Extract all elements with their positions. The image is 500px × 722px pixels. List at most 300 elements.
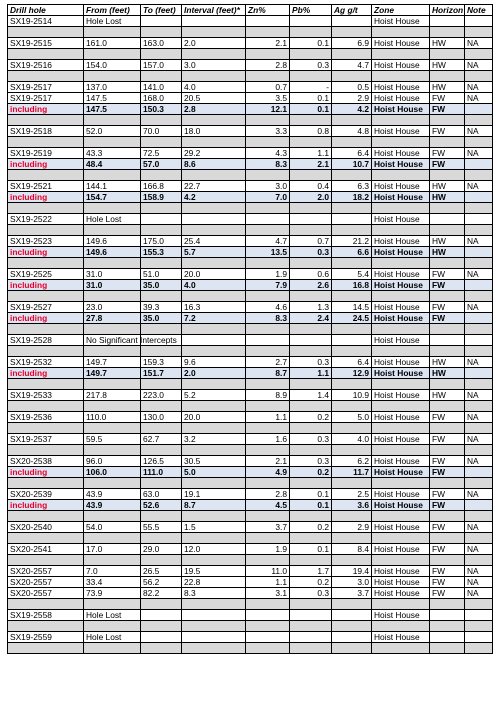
spacer-cell bbox=[372, 599, 430, 610]
horizon-cell bbox=[430, 335, 465, 346]
to-cell: 111.0 bbox=[141, 467, 182, 478]
to-cell: 62.7 bbox=[141, 434, 182, 445]
spacer-cell bbox=[84, 445, 141, 456]
horizon-cell: FW bbox=[430, 159, 465, 170]
horizon-cell: HW bbox=[430, 38, 465, 49]
pb-cell: 0.3 bbox=[290, 588, 332, 599]
spacer-cell bbox=[246, 533, 290, 544]
to-cell: 130.0 bbox=[141, 412, 182, 423]
ag-cell: 21.2 bbox=[332, 236, 372, 247]
pb-cell: 0.4 bbox=[290, 181, 332, 192]
spacer-cell bbox=[182, 225, 246, 236]
from-cell: 73.9 bbox=[84, 588, 141, 599]
spacer-cell bbox=[465, 555, 493, 566]
spacer-cell bbox=[372, 49, 430, 60]
spacer-cell bbox=[290, 291, 332, 302]
from-cell: 23.0 bbox=[84, 302, 141, 313]
spacer-cell bbox=[465, 71, 493, 82]
spacer-cell bbox=[430, 115, 465, 126]
zn-cell: 1.1 bbox=[246, 412, 290, 423]
pb-cell: 0.1 bbox=[290, 544, 332, 555]
drill-hole-cell: SX20-2538 bbox=[8, 456, 84, 467]
horizon-cell: FW bbox=[430, 500, 465, 511]
spacer-cell bbox=[246, 203, 290, 214]
drill-hole-cell: including bbox=[8, 104, 84, 115]
spacer-cell bbox=[430, 324, 465, 335]
from-cell: Hole Lost bbox=[84, 16, 141, 27]
ag-cell: 6.6 bbox=[332, 247, 372, 258]
spacer-row bbox=[8, 511, 493, 522]
spacer-cell bbox=[8, 445, 84, 456]
spacer-cell bbox=[332, 621, 372, 632]
drill-hole-cell: SX19-2515 bbox=[8, 38, 84, 49]
to-cell: 35.0 bbox=[141, 313, 182, 324]
ag-cell bbox=[332, 632, 372, 643]
ag-cell: 11.7 bbox=[332, 467, 372, 478]
drill-hole-cell: SX19-2532 bbox=[8, 357, 84, 368]
spacer-cell bbox=[430, 49, 465, 60]
interval-cell bbox=[182, 632, 246, 643]
spacer-row bbox=[8, 478, 493, 489]
spacer-cell bbox=[290, 49, 332, 60]
table-row bbox=[8, 412, 493, 423]
interval-cell: 4.0 bbox=[182, 82, 246, 93]
note-cell: NA bbox=[465, 93, 493, 104]
spacer-cell bbox=[246, 324, 290, 335]
pb-cell: 0.1 bbox=[290, 93, 332, 104]
pb-cell: 1.3 bbox=[290, 302, 332, 313]
spacer-cell bbox=[290, 346, 332, 357]
spacer-cell bbox=[182, 115, 246, 126]
zn-cell: 7.0 bbox=[246, 192, 290, 203]
to-cell: 168.0 bbox=[141, 93, 182, 104]
spacer-row bbox=[8, 115, 493, 126]
spacer-cell bbox=[332, 555, 372, 566]
spacer-cell bbox=[182, 445, 246, 456]
zone-cell: Hoist House bbox=[372, 610, 430, 621]
ag-cell: 6.9 bbox=[332, 38, 372, 49]
spacer-cell bbox=[84, 346, 141, 357]
drill-hole-cell: SX19-2514 bbox=[8, 16, 84, 27]
table-row bbox=[8, 181, 493, 192]
from-cell: 149.6 bbox=[84, 247, 141, 258]
spacer-cell bbox=[84, 533, 141, 544]
spacer-cell bbox=[430, 346, 465, 357]
spacer-cell bbox=[372, 346, 430, 357]
pb-cell bbox=[290, 632, 332, 643]
drill-hole-cell: SX19-2533 bbox=[8, 390, 84, 401]
spacer-cell bbox=[8, 599, 84, 610]
zn-cell: 3.7 bbox=[246, 522, 290, 533]
zone-cell: Hoist House bbox=[372, 247, 430, 258]
interval-cell: 2.0 bbox=[182, 38, 246, 49]
note-cell: NA bbox=[465, 236, 493, 247]
spacer-cell bbox=[84, 170, 141, 181]
horizon-cell: FW bbox=[430, 412, 465, 423]
drill-hole-cell: SX20-2557 bbox=[8, 588, 84, 599]
pb-cell: 0.3 bbox=[290, 60, 332, 71]
including-row bbox=[8, 280, 493, 291]
header-pb: Pb% bbox=[290, 5, 332, 16]
to-cell: 63.0 bbox=[141, 489, 182, 500]
spacer-cell bbox=[8, 379, 84, 390]
horizon-cell: HW bbox=[430, 60, 465, 71]
to-cell: 56.2 bbox=[141, 577, 182, 588]
from-cell: 149.7 bbox=[84, 357, 141, 368]
spacer-cell bbox=[182, 137, 246, 148]
table-row bbox=[8, 16, 493, 27]
spacer-cell bbox=[246, 170, 290, 181]
interval-cell: 5.7 bbox=[182, 247, 246, 258]
spacer-cell bbox=[465, 115, 493, 126]
horizon-cell: FW bbox=[430, 93, 465, 104]
note-cell: NA bbox=[465, 60, 493, 71]
spacer-cell bbox=[290, 225, 332, 236]
spacer-cell bbox=[246, 258, 290, 269]
note-cell bbox=[465, 16, 493, 27]
drill-hole-cell: SX20-2541 bbox=[8, 544, 84, 555]
including-row bbox=[8, 104, 493, 115]
note-cell bbox=[465, 500, 493, 511]
to-cell: 223.0 bbox=[141, 390, 182, 401]
spacer-cell bbox=[84, 225, 141, 236]
interval-cell: 5.2 bbox=[182, 390, 246, 401]
pb-cell: 0.2 bbox=[290, 412, 332, 423]
drill-hole-cell: SX19-2528 bbox=[8, 335, 84, 346]
spacer-cell bbox=[8, 225, 84, 236]
spacer-cell bbox=[84, 203, 141, 214]
note-cell: NA bbox=[465, 412, 493, 423]
from-cell: 154.7 bbox=[84, 192, 141, 203]
to-cell: 126.5 bbox=[141, 456, 182, 467]
spacer-cell bbox=[290, 258, 332, 269]
from-cell: 110.0 bbox=[84, 412, 141, 423]
to-cell: 39.3 bbox=[141, 302, 182, 313]
spacer-cell bbox=[465, 27, 493, 38]
table-row bbox=[8, 148, 493, 159]
spacer-cell bbox=[246, 401, 290, 412]
spacer-cell bbox=[465, 599, 493, 610]
pb-cell: 0.1 bbox=[290, 38, 332, 49]
zone-cell: Hoist House bbox=[372, 577, 430, 588]
spacer-row bbox=[8, 533, 493, 544]
ag-cell: 3.0 bbox=[332, 577, 372, 588]
spacer-cell bbox=[430, 71, 465, 82]
header-from: From (feet) bbox=[84, 5, 141, 16]
zn-cell: 4.7 bbox=[246, 236, 290, 247]
spacer-cell bbox=[430, 423, 465, 434]
spacer-cell bbox=[332, 27, 372, 38]
zone-cell: Hoist House bbox=[372, 159, 430, 170]
zone-cell: Hoist House bbox=[372, 280, 430, 291]
interval-cell: 18.0 bbox=[182, 126, 246, 137]
spacer-cell bbox=[141, 291, 182, 302]
drill-hole-cell: SX19-2519 bbox=[8, 148, 84, 159]
to-cell: 151.7 bbox=[141, 368, 182, 379]
drill-hole-cell: SX19-2516 bbox=[8, 60, 84, 71]
zn-cell bbox=[246, 214, 290, 225]
spacer-cell bbox=[430, 225, 465, 236]
header-to: To (feet) bbox=[141, 5, 182, 16]
spacer-cell bbox=[290, 379, 332, 390]
spacer-cell bbox=[141, 115, 182, 126]
spacer-cell bbox=[465, 423, 493, 434]
zn-cell: 12.1 bbox=[246, 104, 290, 115]
ag-cell: 4.0 bbox=[332, 434, 372, 445]
header-zn: Zn% bbox=[246, 5, 290, 16]
ag-cell bbox=[332, 335, 372, 346]
spacer-cell bbox=[430, 478, 465, 489]
zone-cell: Hoist House bbox=[372, 522, 430, 533]
zn-cell: 4.5 bbox=[246, 500, 290, 511]
horizon-cell bbox=[430, 610, 465, 621]
spacer-cell bbox=[430, 203, 465, 214]
interval-cell: 1.5 bbox=[182, 522, 246, 533]
drill-hole-cell: SX20-2539 bbox=[8, 489, 84, 500]
from-cell: 43.9 bbox=[84, 489, 141, 500]
horizon-cell: FW bbox=[430, 126, 465, 137]
from-cell: Hole Lost bbox=[84, 214, 141, 225]
spacer-cell bbox=[246, 137, 290, 148]
zone-cell: Hoist House bbox=[372, 456, 430, 467]
spacer-cell bbox=[246, 621, 290, 632]
to-cell: 35.0 bbox=[141, 280, 182, 291]
spacer-cell bbox=[332, 643, 372, 654]
zn-cell: 13.5 bbox=[246, 247, 290, 258]
from-cell: 154.0 bbox=[84, 60, 141, 71]
pb-cell: 0.3 bbox=[290, 357, 332, 368]
zone-cell: Hoist House bbox=[372, 269, 430, 280]
including-row bbox=[8, 500, 493, 511]
spacer-cell bbox=[246, 478, 290, 489]
horizon-cell: HW bbox=[430, 247, 465, 258]
zone-cell: Hoist House bbox=[372, 16, 430, 27]
note-cell: NA bbox=[465, 390, 493, 401]
spacer-row bbox=[8, 170, 493, 181]
note-cell bbox=[465, 280, 493, 291]
spacer-cell bbox=[141, 555, 182, 566]
spacer-row bbox=[8, 203, 493, 214]
header-ag: Ag g/t bbox=[332, 5, 372, 16]
ag-cell: 3.6 bbox=[332, 500, 372, 511]
interval-cell: 7.2 bbox=[182, 313, 246, 324]
spacer-cell bbox=[332, 533, 372, 544]
spacer-cell bbox=[372, 643, 430, 654]
drill-hole-cell: including bbox=[8, 192, 84, 203]
table-row bbox=[8, 126, 493, 137]
spacer-cell bbox=[182, 71, 246, 82]
ag-cell: 2.5 bbox=[332, 489, 372, 500]
drill-hole-cell: SX20-2540 bbox=[8, 522, 84, 533]
spacer-cell bbox=[141, 258, 182, 269]
spacer-cell bbox=[465, 49, 493, 60]
note-cell: NA bbox=[465, 577, 493, 588]
spacer-cell bbox=[372, 555, 430, 566]
zone-cell: Hoist House bbox=[372, 104, 430, 115]
horizon-cell: FW bbox=[430, 269, 465, 280]
zone-cell: Hoist House bbox=[372, 566, 430, 577]
to-cell: 159.3 bbox=[141, 357, 182, 368]
zone-cell: Hoist House bbox=[372, 412, 430, 423]
note-cell: NA bbox=[465, 38, 493, 49]
from-cell: No Significant Intercepts bbox=[84, 335, 141, 346]
spacer-cell bbox=[141, 137, 182, 148]
spacer-cell bbox=[141, 379, 182, 390]
drill-hole-cell: SX19-2558 bbox=[8, 610, 84, 621]
spacer-cell bbox=[246, 71, 290, 82]
ag-cell: 12.9 bbox=[332, 368, 372, 379]
from-cell: 161.0 bbox=[84, 38, 141, 49]
spacer-cell bbox=[290, 115, 332, 126]
spacer-cell bbox=[430, 511, 465, 522]
drill-hole-cell: including bbox=[8, 280, 84, 291]
spacer-cell bbox=[332, 291, 372, 302]
from-cell: 59.5 bbox=[84, 434, 141, 445]
spacer-cell bbox=[290, 599, 332, 610]
spacer-cell bbox=[8, 71, 84, 82]
zone-cell: Hoist House bbox=[372, 434, 430, 445]
spacer-cell bbox=[332, 225, 372, 236]
zn-cell: 4.9 bbox=[246, 467, 290, 478]
header-row bbox=[8, 5, 493, 16]
ag-cell: 5.4 bbox=[332, 269, 372, 280]
ag-cell: 8.4 bbox=[332, 544, 372, 555]
spacer-cell bbox=[182, 170, 246, 181]
interval-cell: 8.7 bbox=[182, 500, 246, 511]
pb-cell: 2.0 bbox=[290, 192, 332, 203]
spacer-row bbox=[8, 445, 493, 456]
note-cell bbox=[465, 368, 493, 379]
drill-hole-cell: including bbox=[8, 247, 84, 258]
spacer-cell bbox=[465, 137, 493, 148]
spacer-cell bbox=[332, 401, 372, 412]
interval-cell: 16.3 bbox=[182, 302, 246, 313]
spacer-cell bbox=[8, 478, 84, 489]
spacer-cell bbox=[430, 599, 465, 610]
from-cell: 106.0 bbox=[84, 467, 141, 478]
interval-cell: 4.0 bbox=[182, 280, 246, 291]
spacer-cell bbox=[8, 115, 84, 126]
pb-cell: 0.3 bbox=[290, 456, 332, 467]
drill-hole-cell: including bbox=[8, 500, 84, 511]
pb-cell: 2.1 bbox=[290, 159, 332, 170]
to-cell bbox=[141, 16, 182, 27]
to-cell bbox=[141, 214, 182, 225]
drill-hole-cell: including bbox=[8, 368, 84, 379]
pb-cell bbox=[290, 16, 332, 27]
to-cell: 52.6 bbox=[141, 500, 182, 511]
interval-cell: 22.8 bbox=[182, 577, 246, 588]
note-cell: NA bbox=[465, 588, 493, 599]
interval-cell: 29.2 bbox=[182, 148, 246, 159]
spacer-cell bbox=[430, 445, 465, 456]
spacer-cell bbox=[430, 379, 465, 390]
zn-cell: 8.3 bbox=[246, 159, 290, 170]
to-cell: 82.2 bbox=[141, 588, 182, 599]
drill-hole-cell: SX20-2557 bbox=[8, 577, 84, 588]
spacer-row bbox=[8, 555, 493, 566]
note-cell bbox=[465, 247, 493, 258]
spacer-cell bbox=[141, 49, 182, 60]
drill-hole-cell: including bbox=[8, 159, 84, 170]
spacer-cell bbox=[8, 258, 84, 269]
from-cell: 54.0 bbox=[84, 522, 141, 533]
zn-cell bbox=[246, 16, 290, 27]
interval-cell: 3.0 bbox=[182, 60, 246, 71]
to-cell: 55.5 bbox=[141, 522, 182, 533]
spacer-cell bbox=[182, 27, 246, 38]
spacer-cell bbox=[141, 401, 182, 412]
drill-hole-cell: SX19-2518 bbox=[8, 126, 84, 137]
note-cell: NA bbox=[465, 126, 493, 137]
to-cell: 175.0 bbox=[141, 236, 182, 247]
note-cell bbox=[465, 313, 493, 324]
interval-cell: 19.5 bbox=[182, 566, 246, 577]
pb-cell: 0.1 bbox=[290, 500, 332, 511]
interval-cell: 5.0 bbox=[182, 467, 246, 478]
ag-cell: 0.5 bbox=[332, 82, 372, 93]
header-horizon: Horizon bbox=[430, 5, 465, 16]
zn-cell: 11.0 bbox=[246, 566, 290, 577]
pb-cell: 2.6 bbox=[290, 280, 332, 291]
horizon-cell: FW bbox=[430, 467, 465, 478]
from-cell: 31.0 bbox=[84, 280, 141, 291]
spacer-cell bbox=[84, 137, 141, 148]
table-row bbox=[8, 544, 493, 555]
zn-cell: 3.0 bbox=[246, 181, 290, 192]
drill-hole-cell: SX19-2527 bbox=[8, 302, 84, 313]
interval-cell: 8.6 bbox=[182, 159, 246, 170]
to-cell: 141.0 bbox=[141, 82, 182, 93]
pb-cell: 1.1 bbox=[290, 368, 332, 379]
note-cell: NA bbox=[465, 456, 493, 467]
horizon-cell: HW bbox=[430, 390, 465, 401]
spacer-cell bbox=[332, 49, 372, 60]
table-row bbox=[8, 434, 493, 445]
note-cell: NA bbox=[465, 82, 493, 93]
pb-cell: 0.6 bbox=[290, 269, 332, 280]
note-cell: NA bbox=[465, 566, 493, 577]
zn-cell: 3.1 bbox=[246, 588, 290, 599]
spacer-cell bbox=[465, 621, 493, 632]
spacer-cell bbox=[372, 379, 430, 390]
from-cell: 144.1 bbox=[84, 181, 141, 192]
spacer-row bbox=[8, 621, 493, 632]
spacer-cell bbox=[141, 27, 182, 38]
zn-cell: 4.6 bbox=[246, 302, 290, 313]
table-row bbox=[8, 236, 493, 247]
zone-cell: Hoist House bbox=[372, 335, 430, 346]
spacer-row bbox=[8, 599, 493, 610]
spacer-cell bbox=[84, 478, 141, 489]
drill-hole-cell: SX20-2557 bbox=[8, 566, 84, 577]
spacer-cell bbox=[332, 203, 372, 214]
spacer-cell bbox=[141, 170, 182, 181]
zn-cell: 2.8 bbox=[246, 489, 290, 500]
spacer-cell bbox=[332, 137, 372, 148]
to-cell: 158.9 bbox=[141, 192, 182, 203]
spacer-cell bbox=[372, 137, 430, 148]
zn-cell: 1.9 bbox=[246, 544, 290, 555]
interval-cell bbox=[182, 214, 246, 225]
spacer-cell bbox=[332, 599, 372, 610]
zone-cell: Hoist House bbox=[372, 313, 430, 324]
table-body bbox=[8, 16, 493, 654]
horizon-cell: FW bbox=[430, 302, 465, 313]
from-cell: 43.9 bbox=[84, 500, 141, 511]
spacer-cell bbox=[332, 346, 372, 357]
spacer-cell bbox=[465, 379, 493, 390]
